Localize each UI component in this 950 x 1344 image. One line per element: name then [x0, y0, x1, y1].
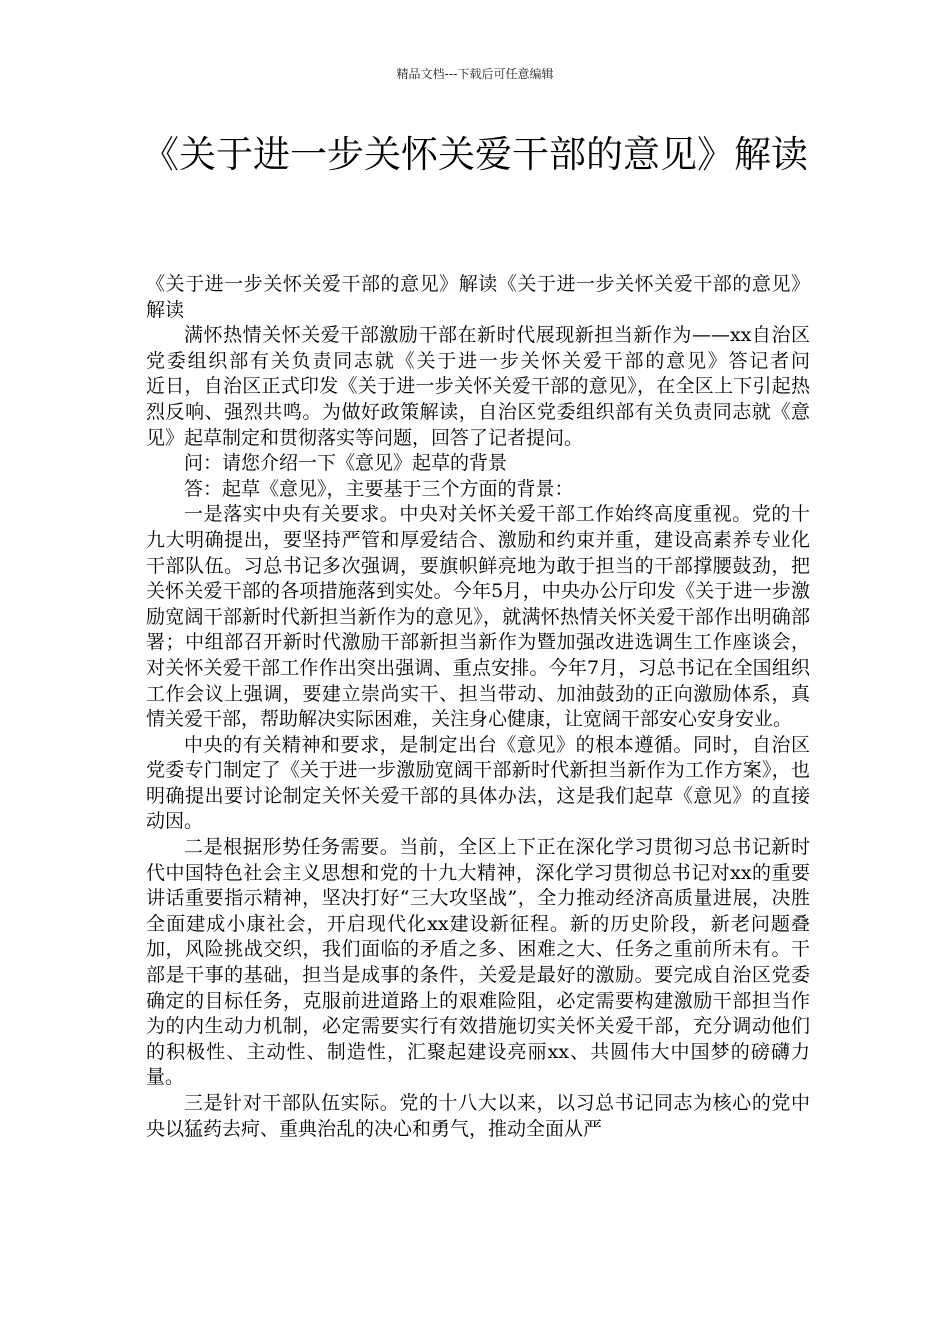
page-header-note: 精品文档---下载后可任意编辑 — [396, 67, 554, 81]
paragraph-question: 问：请您介绍一下《意见》起草的背景 — [184, 452, 508, 475]
paragraph-lead: 满怀热情关怀关爱干部激励干部在新时代展现新担当新作为——xx自治区党委组织部有关负责同志就《关于进一步关怀关爱干部的意见》答记者问 近日，自治区正式印发《关于进一步关怀关爱干部的意见》，在全区上下引起热烈反响、强烈共鸣。为做好政策解读，自治区党委组织部有关负责同志就《意见》起草制定和贯彻落实等问题，回答了记者提问。 — [146, 324, 849, 449]
paragraph-point-one: 一是落实中央有关要求。中央对关怀关爱干部工作始终高度重视。党的十九大明确提出，要坚持严管和厚爱结合、激励和约束并重，建设高素养专业化干部队伍。习总书记多次强调，要旗帜鲜亮地为敢于担当的干部撑腰鼓劲，把关怀关爱干部的各项措施落到实处。今年5月，中央办公厅印发《关于进一步激励宽阔干部新时代新担当新作为的意见》，就满怀热情关怀关爱干部作出明确部署；中组部召开新时代激励干部新担当新作为暨加强改进选调生工作座谈会，对关怀关爱干部工作作出突出强调、重点安排。今年7月，习总书记在全国组织工作会议上强调，要建立崇尚实干、担当带动、加油鼓劲的正向激励体系，真情关爱干部，帮助解决实际困难，关注身心健康，让宽阔干部安心安身安业。 — [146, 503, 810, 731]
paragraph-point-three: 三是针对干部队伍实际。党的十八大以来，以习总书记同志为核心的党中央以猛药去疴、重典治乱的决心和勇气，推动全面从严 — [146, 1092, 810, 1140]
document-title: 《关于进一步关怀关爱干部的意见》解读 — [142, 133, 808, 176]
paragraph-basis: 中央的有关精神和要求，是制定出台《意见》的根本遵循。同时，自治区党委专门制定了《关于进一步激励宽阔干部新时代新担当新作为工作方案》，也明确提出要讨论制定关怀关爱干部的具体办法，这是我们起草《意见》的直接动因。 — [146, 733, 810, 833]
paragraph-intro: 《关于进一步关怀关爱干部的意见》解读《关于进一步关怀关爱干部的意见》解读 — [146, 273, 810, 321]
document-body — [146, 272, 849, 1142]
paragraph-answer: 答：起草《意见》，主要基于三个方面的背景： — [184, 477, 574, 500]
paragraph-point-two: 二是根据形势任务需要。当前，全区上下正在深化学习贯彻习总书记新时代中国特色社会主义思想和党的十九大精神，深化学习贯彻总书记对xx的重要讲话重要指示精神，坚决打好“三大攻坚战”，全力推动经济高质量进展，决胜全面建成小康社会，开启现代化xx建设新征程。新的历史阶段，新老问题叠加，风险挑战交织，我们面临的矛盾之多、困难之大、任务之重前所未有。干部是干事的基础，担当是成事的条件，关爱是最好的激励。要完成自治区党委确定的目标任务，克服前进道路上的艰难险阻，必定需要构建激励干部担当作为的内生动力机制，必定需要实行有效措施切实关怀关爱干部，充分调动他们的积极性、主动性、制造性，汇聚起建设亮丽xx、共圆伟大中国梦的磅礴力量。 — [146, 836, 810, 1089]
